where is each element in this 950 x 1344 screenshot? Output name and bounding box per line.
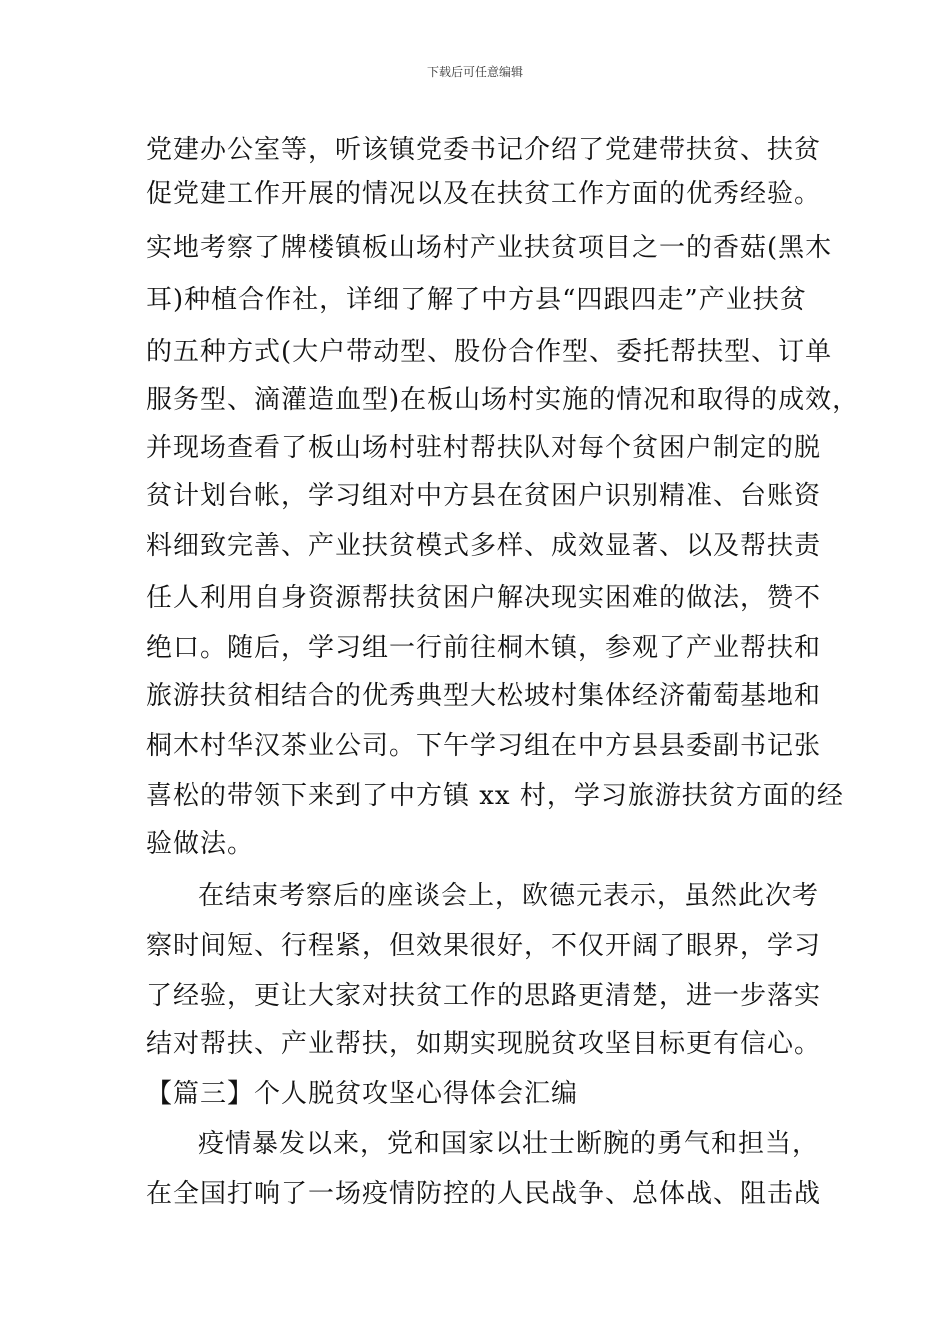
body-line-1: 党建办公室等，听该镇党委书记介绍了党建带扶贫、扶贫 <box>146 135 822 165</box>
body-line-7: 并现场查看了板山场村驻村帮扶队对每个贫困户制定的脱 <box>146 433 822 463</box>
body-line-17: 察时间短、行程紧，但效果很好，不仅开阔了眼界，学习 <box>146 931 822 961</box>
body-line-10: 任人利用自身资源帮扶贫困户解决现实困难的做法，赞不 <box>146 583 822 613</box>
body-line-18: 了经验，更让大家对扶贫工作的思路更清楚，进一步落实 <box>146 981 822 1011</box>
body-line-14: 喜松的带领下来到了中方镇 xx 村，学习旅游扶贫方面的经 <box>146 781 844 811</box>
body-line-12: 旅游扶贫相结合的优秀典型大松坡村集体经济葡萄基地和 <box>146 681 822 711</box>
body-line-11: 绝口。随后，学习组一行前往桐木镇，参观了产业帮扶和 <box>146 633 822 663</box>
body-line-13: 桐木村华汉茶业公司。下午学习组在中方县县委副书记张 <box>146 731 822 761</box>
body-line-21: 疫情暴发以来，党和国家以壮士断腕的勇气和担当， <box>198 1129 820 1159</box>
page-header: 下载后可任意编辑 <box>426 65 523 79</box>
body-line-19: 结对帮扶、产业帮扶，如期实现脱贫攻坚目标更有信心。 <box>146 1029 822 1059</box>
body-line-16: 在结束考察后的座谈会上，欧德元表示，虽然此次考 <box>198 881 820 911</box>
body-line-15: 验做法。 <box>146 829 255 859</box>
body-line-5: 的五种方式(大户带动型、股份合作型、委托帮扶型、订单 <box>146 337 833 367</box>
section-heading: 【篇三】个人脱贫攻坚心得体会汇编 <box>146 1079 579 1109</box>
body-line-4: 耳)种植合作社，详细了解了中方县“四跟四走”产业扶贫 <box>146 285 807 315</box>
body-line-2: 促党建工作开展的情况以及在扶贫工作方面的优秀经验。 <box>146 179 822 209</box>
body-line-3: 实地考察了牌楼镇板山场村产业扶贫项目之一的香菇(黑木 <box>146 233 833 263</box>
body-line-8: 贫计划台帐，学习组对中方县在贫困户识别精准、台账资 <box>146 481 822 511</box>
body-line-6: 服务型、滴灌造血型)在板山场村实施的情况和取得的成效， <box>146 385 860 415</box>
body-line-22: 在全国打响了一场疫情防控的人民战争、总体战、阻击战 <box>146 1179 822 1209</box>
body-line-9: 料细致完善、产业扶贫模式多样、成效显著、以及帮扶责 <box>146 531 822 561</box>
